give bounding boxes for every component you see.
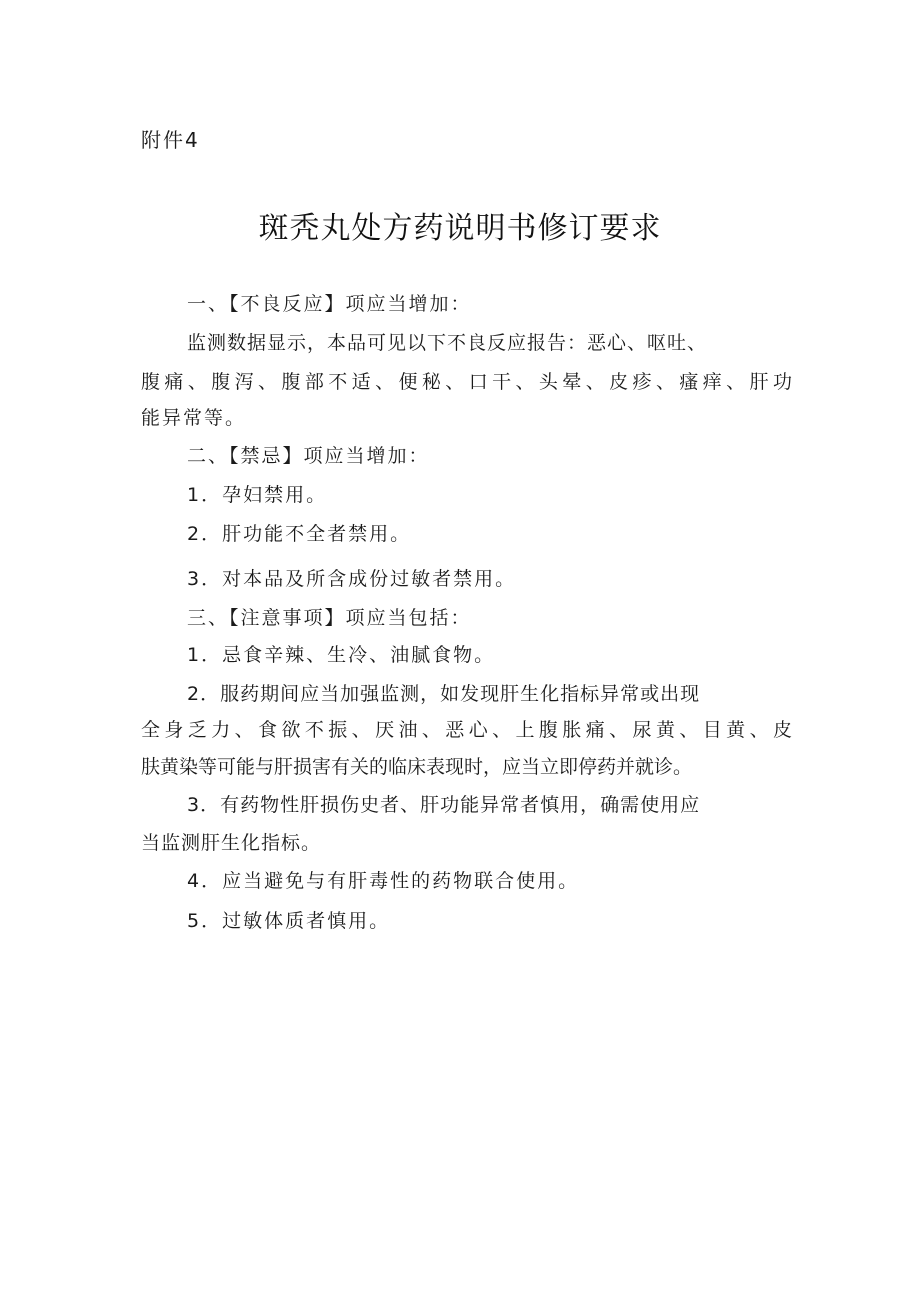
attachment-label: 附件4: [141, 128, 200, 152]
precautions-item-4: 4．应当避免与有肝毒性的药物联合使用。: [187, 870, 580, 892]
precautions-item-3-line-2: 当监测肝生化指标。: [141, 832, 322, 854]
precautions-item-1: 1．忌食辛辣、生冷、油腻食物。: [187, 644, 496, 666]
precautions-item-2-line-3: 肤黄染等可能与肝损害有关的临床表现时，应当立即停药并就诊。: [141, 756, 693, 778]
precautions-item-2-line-2: 全身乏力、食欲不振、厌油、恶心、上腹胀痛、尿黄、目黄、皮: [141, 719, 793, 741]
precautions-heading: 三、【注意事项】项应当包括：: [187, 607, 472, 629]
document-title: 斑秃丸处方药说明书修订要求: [258, 211, 662, 246]
adverse-heading: 一、【不良反应】项应当增加：: [187, 293, 472, 315]
contra-heading: 二、【禁忌】项应当增加：: [187, 445, 430, 467]
precautions-item-5: 5．过敏体质者慎用。: [187, 910, 391, 932]
adverse-text-line-2: 腹痛、腹泻、腹部不适、便秘、口干、头晕、皮疹、瘙痒、肝功: [141, 371, 793, 393]
adverse-text-line-1: 监测数据显示，本品可见以下不良反应报告：恶心、呕吐、: [187, 332, 708, 354]
contra-item-2: 2．肝功能不全者禁用。: [187, 523, 412, 545]
precautions-item-3-line-1: 3．有药物性肝损伤史者、肝功能异常者慎用，确需使用应: [187, 794, 701, 816]
contra-item-1: 1．孕妇禁用。: [187, 484, 328, 506]
contra-item-3: 3．对本品及所含成份过敏者禁用。: [187, 568, 517, 590]
adverse-text-line-3: 能异常等。: [141, 407, 247, 429]
precautions-item-2-line-1: 2．服药期间应当加强监测，如发现肝生化指标异常或出现: [187, 683, 701, 705]
